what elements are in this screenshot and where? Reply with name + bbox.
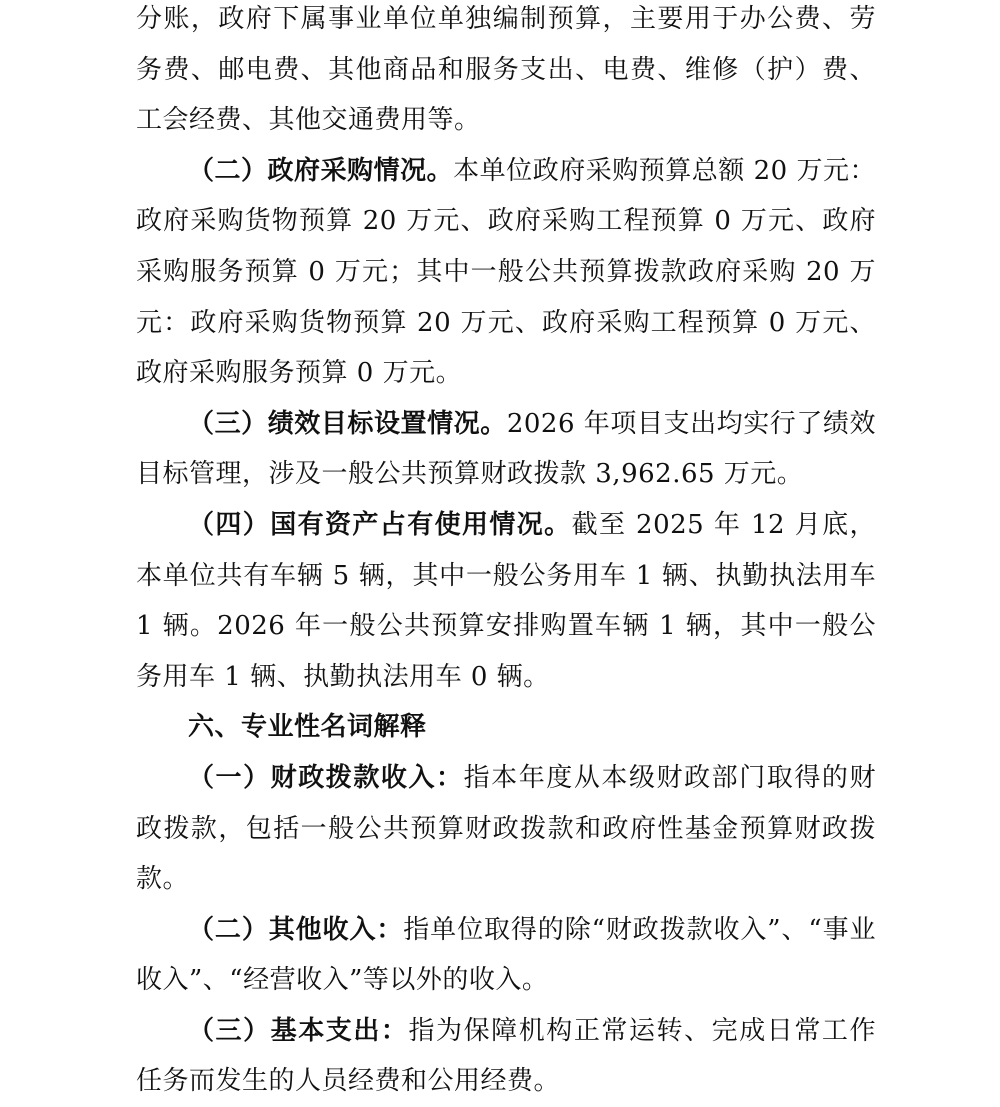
paragraph-state-assets [136,500,876,702]
paragraph-continuation [136,0,876,146]
paragraph-other-income [136,905,876,1006]
paragraph-heading: （三）基本支出： [188,1015,409,1046]
paragraph-text: 分账，政府下属事业单位单独编制预算，主要用于办公费、劳务费、邮电费、其他商品和服务支出、电费、维修（护）费、工会经费、其他交通费用等。 [136,4,876,136]
paragraph-fiscal-appropriation-income [136,753,876,905]
paragraph-text: 指本年度从本级财政部门取得的财政拨款，包括一般公共预算财政拨款和政府性基金预算财政拨款。 [136,762,876,895]
paragraph-heading: （四）国有资产占有使用情况。 [188,509,572,540]
paragraph-heading: （二）政府采购情况。 [188,155,454,186]
paragraph-text: 截至 2025 年 12 月底，本单位共有车辆 5 辆，其中一般公务用车 1 辆、执勤执法用车 1 辆。2026 年一般公共预算安排购置车辆 1 辆，其中一般公务用车 1 辆、执勤执法用车 0 辆。 [136,509,876,692]
paragraph-text: 本单位政府采购预算总额 20 万元：政府采购货物预算 20 万元、政府采购工程预算 0 万元、政府采购服务预算 0 万元；其中一般公共预算拨款政府采购 20 万元：政府采购货物预算 20 万元、政府采购工程预算 0 万元、政府采购服务预算 0 万元。 [136,155,876,389]
paragraph-performance-targets [136,399,876,500]
paragraph-text: 2026 年项目支出均实行了绩效目标管理，涉及一般公共预算财政拨款 3,962.65 万元。 [136,408,876,490]
section-title: 六、专业性名词解释 [188,712,427,743]
paragraph-basic-expenditure [136,1006,876,1107]
paragraph-heading: （一）财政拨款收入： [188,762,464,793]
paragraph-text: 指为保障机构正常运转、完成日常工作任务而发生的人员经费和公用经费。 [136,1015,876,1097]
paragraph-government-procurement [136,146,876,399]
document-page [136,0,876,1107]
paragraph-heading: （二）其他收入： [188,914,404,945]
paragraph-heading: （三）绩效目标设置情况。 [188,408,507,439]
paragraph-text: 指单位取得的除“财政拨款收入”、“事业收入”、“经营收入”等以外的收入。 [136,914,876,996]
